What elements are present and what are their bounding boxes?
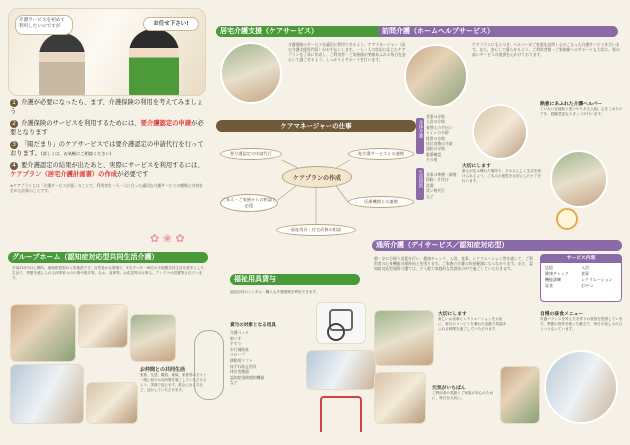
day-service-photo-2 — [374, 372, 426, 424]
group-home-caption-title: お仲間との共同生活 — [140, 367, 186, 373]
welfare-items-title: 貸与の対象となる用具 — [230, 323, 276, 328]
day-service-desc: 朝・夕に日帰り送迎を行い、健康チェック、入浴、食事、レクリエーション等を通して、ご利用者の心身機能の維持向上を図ります。ご家族の介護の負担軽減にもつながります。また、認知症対応型通所介護では、少人数で家庭的な雰囲気の中で過ごしていただきます。 — [374, 256, 533, 271]
group-home-photo-3 — [130, 314, 176, 362]
tab-body-care: 身体介護 — [416, 118, 424, 154]
step-1 — [10, 98, 206, 116]
day-service-photo-3 — [500, 366, 540, 424]
welfare-items — [230, 322, 296, 386]
step-text: が必要です — [117, 171, 149, 178]
service-item: 入浴 — [581, 265, 589, 270]
service-item: 健康チェック — [545, 271, 569, 276]
group-home-header — [8, 252, 208, 263]
welfare-title: 福祉用具貸与 — [234, 275, 276, 283]
intro-photo-panel — [8, 8, 206, 96]
cm-work-center: ケアプランの作成 — [282, 166, 352, 188]
group-home-caption-desc: 家族、友達、職員、地域、家族等の方々と一緒に穏やかな時間を過ごしていただけるよう、笑顔で迎えます。都会に出る方など、活かしていただけます。 — [140, 373, 207, 392]
step-highlight: ケアプラン（居宅介護計画書）の作成 — [10, 171, 118, 178]
home-help-desc: ケアプランにもとづき、ヘルパーがご家庭を訪問し心のこもった介護サービスを行います。また、安心して暮らせるよう、ご利用者様・ご家族様へのサポートも大切に、質の高いサービスの提供を心がけております。 — [472, 42, 620, 57]
step-highlight: 要介護認定の申請 — [140, 120, 192, 127]
step-text: 介護が必要になったら、まず、介護保険の利用を考えてみましょう — [10, 99, 204, 115]
cm-work-node-2: 他介護サービスとの連携 — [348, 148, 414, 160]
day-service-photo-1 — [374, 310, 434, 366]
home-help-header — [378, 26, 618, 37]
home-care-desc: 介護保険のサービスを適切に利用できるよう、ケアマネージャー（居宅介護支援専門員）がお手伝いします。一人一人の状況に応じたケアプランを丁寧に作成し、ご利用者・ご家族様が笑顔あふれる毎日を安心して過ごせるよう、しっかりとサポートを行います。 — [288, 42, 406, 62]
intro-footnote: ※ケアプランとは「介護サービス計画」のことで、利用者を一人一人に合った適切な介護サービスの種類と内容を定めた計画のことです。 — [10, 183, 203, 193]
tab-life-support: 生活援助 — [416, 168, 424, 200]
big-heart-block — [438, 310, 508, 332]
group-home-title: グループホーム（認知症対応型共同生活介護） — [12, 253, 159, 261]
step-note: (詳しくは、お気軽にご相談ください) — [40, 151, 112, 156]
day-service-header — [372, 240, 622, 251]
welfare-desc: 福祉用具のレンタル・購入も介護保険を利用できます。 — [230, 290, 320, 294]
step-text: 要介護認定の結果が出たあと、実際にサービスを利用するには、 — [21, 162, 204, 169]
cable-decoration — [194, 330, 224, 400]
friendly-title: 大切にします — [462, 164, 491, 169]
group-home-photo-4 — [10, 364, 84, 424]
service-item: 送迎 — [545, 265, 553, 270]
rollator-icon — [320, 396, 362, 432]
speech-bubble-right: お任せ下さい! — [143, 17, 199, 31]
body-care-items: 食事の介助 入浴の介助 着替えの手伝い トイレの介助 排泄の介助 体位変換の介助 通院の介助 服薬確認 その他 — [426, 114, 453, 163]
cm-work-connectors — [216, 120, 416, 242]
welfare-items-list: 介護ベッド 車いす 手すり 歩行補助杖 スロープ 移動用リフト 床ずれ防止用具 体位変換器 認知症徘徊感知機器 など — [230, 330, 265, 386]
care-manager-photo — [220, 42, 282, 104]
flower-decoration: ✿ ❀ ✿ — [150, 232, 185, 245]
day-service-title: 通所介護（デイサービス／認知症対応型） — [376, 241, 509, 249]
step-4 — [10, 161, 206, 179]
smile-title: 元気がいちばん — [432, 386, 466, 391]
sun-decoration — [556, 208, 578, 230]
cm-work-title-bar: ケアマネージャーの仕事 — [216, 120, 416, 132]
step-number: 4 — [10, 162, 18, 170]
life-support-items: 食事の準備・調理 掃除・片付け 洗濯 買い物代行 など — [426, 172, 457, 199]
cm-work-node-4: 医療機関との連携 — [348, 196, 414, 208]
friendly-desc: 誰もが住み慣れた場所で、その人らしく生活を続けられるよう、ご本人の意思を大切にしたケアを行います。 — [462, 169, 542, 183]
intro-steps — [10, 98, 206, 232]
group-home-photo-1 — [10, 304, 76, 362]
welfare-header — [230, 274, 360, 285]
elder-photo — [550, 150, 608, 208]
smile-desc: ご利用者の笑顔とご家族の安心のために、毎日を大切に。 — [432, 391, 494, 400]
group-home-photo-2 — [78, 304, 128, 348]
home-help-title: 訪問介護（ホームヘルプサービス） — [382, 27, 494, 35]
cm-work-node-3: ご本人・ご家族からの相談と応援 — [220, 194, 278, 212]
bed-photo — [306, 350, 376, 390]
step-number: 3 — [10, 141, 18, 149]
experience-desc: ていねいな援助と思いやりある人柄。心をこめたケアを、経験豊富なスタッフが行います。 — [540, 107, 623, 116]
cm-work-diagram — [216, 120, 416, 242]
home-care-title: 居宅介護支援（ケアサービス） — [220, 27, 318, 35]
experience-block — [540, 100, 624, 117]
cm-work-node-5: 福祉用具・住宅改修の相談 — [276, 224, 356, 236]
service-item: 機能訓練 — [545, 277, 561, 282]
caregiver-figure — [39, 33, 85, 96]
speech-bubble-left: 介護サービスを初めて利用したいのですが — [15, 15, 73, 35]
helper-photo — [472, 104, 528, 160]
step-text: 介護保険のサービスを利用するためには、 — [21, 120, 141, 127]
step-text: が必要となります — [10, 120, 204, 136]
cm-work-node-1: 要介護認定の申請代行 — [220, 148, 282, 160]
friendly-block — [462, 162, 544, 184]
lunch-photo — [544, 350, 618, 424]
smile-block — [432, 384, 498, 401]
service-list-box — [540, 254, 622, 302]
experience-title: 熱意にあふれた介護ヘルパー — [540, 102, 603, 107]
big-heart-desc: 楽しいお食事とレクリエーションを大切に、毎日のリハビリを兼ねた活動で笑顔あふれる時間を過ごしていただけます。 — [438, 317, 507, 331]
service-item: おやつ — [581, 283, 593, 288]
group-home-desc: 平成25年5月に開所。地域密着型の入所施設です。自然豊かな環境で、5名ずつを一単位の小規模共同生活を基本とした生活で、季節を感じられる四季折々の行事や散歩等。なお、食事等。お花見等の行事も。アンテナの設置等されています。 — [12, 266, 205, 280]
service-item: レクリエーション — [581, 277, 613, 282]
home-help-photo — [404, 44, 468, 108]
step-number: 1 — [10, 99, 18, 107]
step-number: 2 — [10, 120, 18, 128]
food-desc: 栄養バランスを考えた手作りの昼食を提供しています。季節の食材を使った献立で、毎日の楽しみのひとつとなっています。 — [540, 317, 623, 331]
service-item: 食事 — [581, 271, 589, 276]
food-block — [540, 310, 624, 332]
step-3 — [10, 140, 206, 158]
staff-figure — [129, 29, 179, 96]
service-item: 昼食 — [545, 283, 553, 288]
step-2 — [10, 119, 206, 137]
big-heart-title: 大切にします — [438, 312, 467, 317]
group-home-photo-5 — [86, 382, 138, 424]
service-list-title: サービス内容 — [541, 255, 621, 263]
wheelchair-photo — [316, 302, 366, 344]
step-text: 「陽だまり」のケアサービスでは要介護認定の申請代行を行っております。 — [10, 141, 204, 157]
food-title: 自慢の昼食メニュー — [540, 312, 584, 317]
